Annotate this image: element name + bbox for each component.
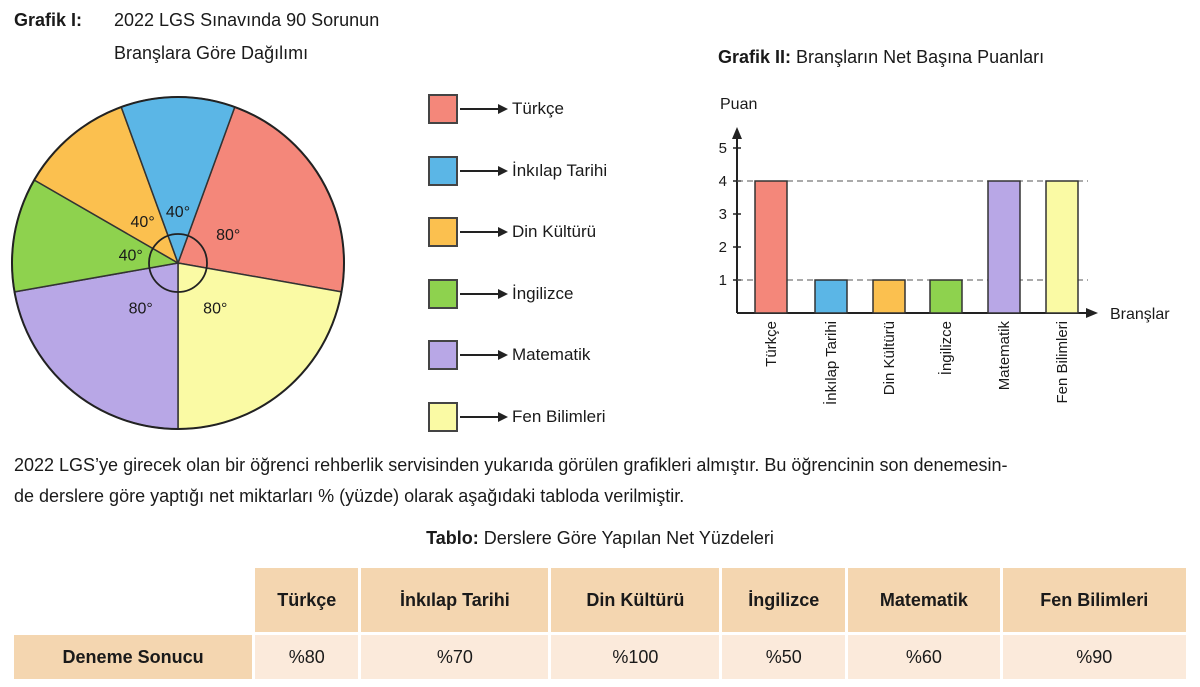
x-axis-label: Branşlar xyxy=(1110,306,1170,323)
arrow-right-icon xyxy=(460,287,508,301)
grafik2-label: Grafik II: xyxy=(718,47,792,67)
y-tick-label: 1 xyxy=(718,272,727,289)
table-cell: %70 xyxy=(360,634,550,680)
table-header-cell: İnkılap Tarihi xyxy=(360,568,550,634)
grafik1-title-line2: Branşlara Göre Dağılımı xyxy=(114,43,309,63)
legend-item xyxy=(428,92,564,126)
table-cell: %60 xyxy=(847,634,1001,680)
grafik1-title-line1: 2022 LGS Sınavında 90 Sorunun xyxy=(114,10,380,30)
arrow-right-icon xyxy=(460,410,508,424)
table-cell: %80 xyxy=(254,634,360,680)
pie-angle-label: 40° xyxy=(130,213,155,231)
legend-swatch xyxy=(428,94,458,124)
grafik1-label: Grafik I: xyxy=(14,10,83,30)
bar xyxy=(930,280,962,313)
bar xyxy=(988,181,1020,313)
legend-label: Matematik xyxy=(512,345,591,364)
arrow-right-icon xyxy=(460,164,508,178)
table-corner-cell xyxy=(14,568,254,634)
pie-angle-label: 40° xyxy=(118,247,143,265)
table-cell: %100 xyxy=(550,634,721,680)
grafik2-title xyxy=(718,47,1044,68)
legend-item xyxy=(428,277,573,311)
legend-label: Fen Bilimleri xyxy=(512,406,606,426)
bar xyxy=(873,280,905,313)
bar xyxy=(1046,181,1078,313)
legend-label: Din Kültürü xyxy=(512,222,597,241)
legend-swatch xyxy=(428,279,458,309)
arrow-right-icon xyxy=(460,102,508,116)
legend-item xyxy=(428,338,590,372)
description-line-1: 2022 LGS’ye girecek olan bir öğrenci rehberlik servisinden yukarıda görülen grafikleri almıştır. Bu öğrencinin son denemesin- xyxy=(14,455,1008,475)
table-header-cell: İngilizce xyxy=(721,568,847,634)
table-title xyxy=(0,528,1200,549)
legend-swatch xyxy=(428,217,458,247)
grafik2-title-text: Branşların Net Başına Puanları xyxy=(796,47,1045,67)
table-title-label: Tablo: xyxy=(426,528,479,548)
y-axis-label: Puan xyxy=(720,96,758,113)
pie-angle-label: 80° xyxy=(216,227,241,244)
results-table xyxy=(14,568,1186,676)
legend xyxy=(428,88,648,433)
table-title-text: Derslere Göre Yapılan Net Yüzdeleri xyxy=(483,528,774,548)
table-header-cell: Din Kültürü xyxy=(550,568,721,634)
pie-angle-label: 40° xyxy=(165,204,191,221)
y-tick-label: 3 xyxy=(718,206,727,223)
y-tick-label: 2 xyxy=(718,239,727,256)
pie-chart xyxy=(8,95,353,440)
pie-slice-fen-bilimleri xyxy=(178,263,341,429)
table-header-cell: Fen Bilimleri xyxy=(1001,568,1186,634)
bar xyxy=(815,280,847,313)
legend-swatch xyxy=(428,402,458,432)
x-axis-arrow-icon xyxy=(1086,308,1098,318)
x-tick-label: İngilizce xyxy=(938,321,955,376)
description-paragraph xyxy=(14,450,1194,512)
y-axis-arrow-icon xyxy=(732,127,742,139)
legend-item xyxy=(428,154,607,188)
table-header-cell: Türkçe xyxy=(254,568,360,634)
x-tick-label: Türkçe xyxy=(763,321,780,367)
table-row xyxy=(14,634,1186,680)
legend-label: Türkçe xyxy=(512,99,564,118)
legend-swatch xyxy=(428,340,458,370)
description-line-2: de derslere göre yaptığı net miktarları % (yüzde) olarak aşağıdaki tabloda verilmiştir. xyxy=(14,486,685,506)
pie-angle-label: 80° xyxy=(203,300,228,318)
x-tick-label: Din Kültürü xyxy=(881,321,898,396)
table-header-cell: Matematik xyxy=(847,568,1001,634)
legend-swatch xyxy=(428,156,458,186)
arrow-right-icon xyxy=(460,348,508,362)
y-tick-label: 4 xyxy=(718,173,727,190)
table-cell: %90 xyxy=(1001,634,1186,680)
legend-label: İngilizce xyxy=(512,283,574,303)
x-tick-label: İnkılap Tarihi xyxy=(823,321,840,405)
legend-item xyxy=(428,400,606,434)
arrow-right-icon xyxy=(460,225,508,239)
legend-label: İnkılap Tarihi xyxy=(512,160,608,180)
legend-item xyxy=(428,215,596,249)
x-tick-label: Matematik xyxy=(996,321,1013,391)
table-cell: %50 xyxy=(721,634,847,680)
bar xyxy=(755,181,787,313)
table-header-row xyxy=(14,568,1186,634)
table-row-label: Deneme Sonucu xyxy=(14,634,254,680)
x-tick-label: Fen Bilimleri xyxy=(1054,321,1071,404)
y-tick-label: 5 xyxy=(718,140,727,157)
bar-chart xyxy=(690,85,1195,435)
pie-angle-label: 80° xyxy=(128,300,153,318)
